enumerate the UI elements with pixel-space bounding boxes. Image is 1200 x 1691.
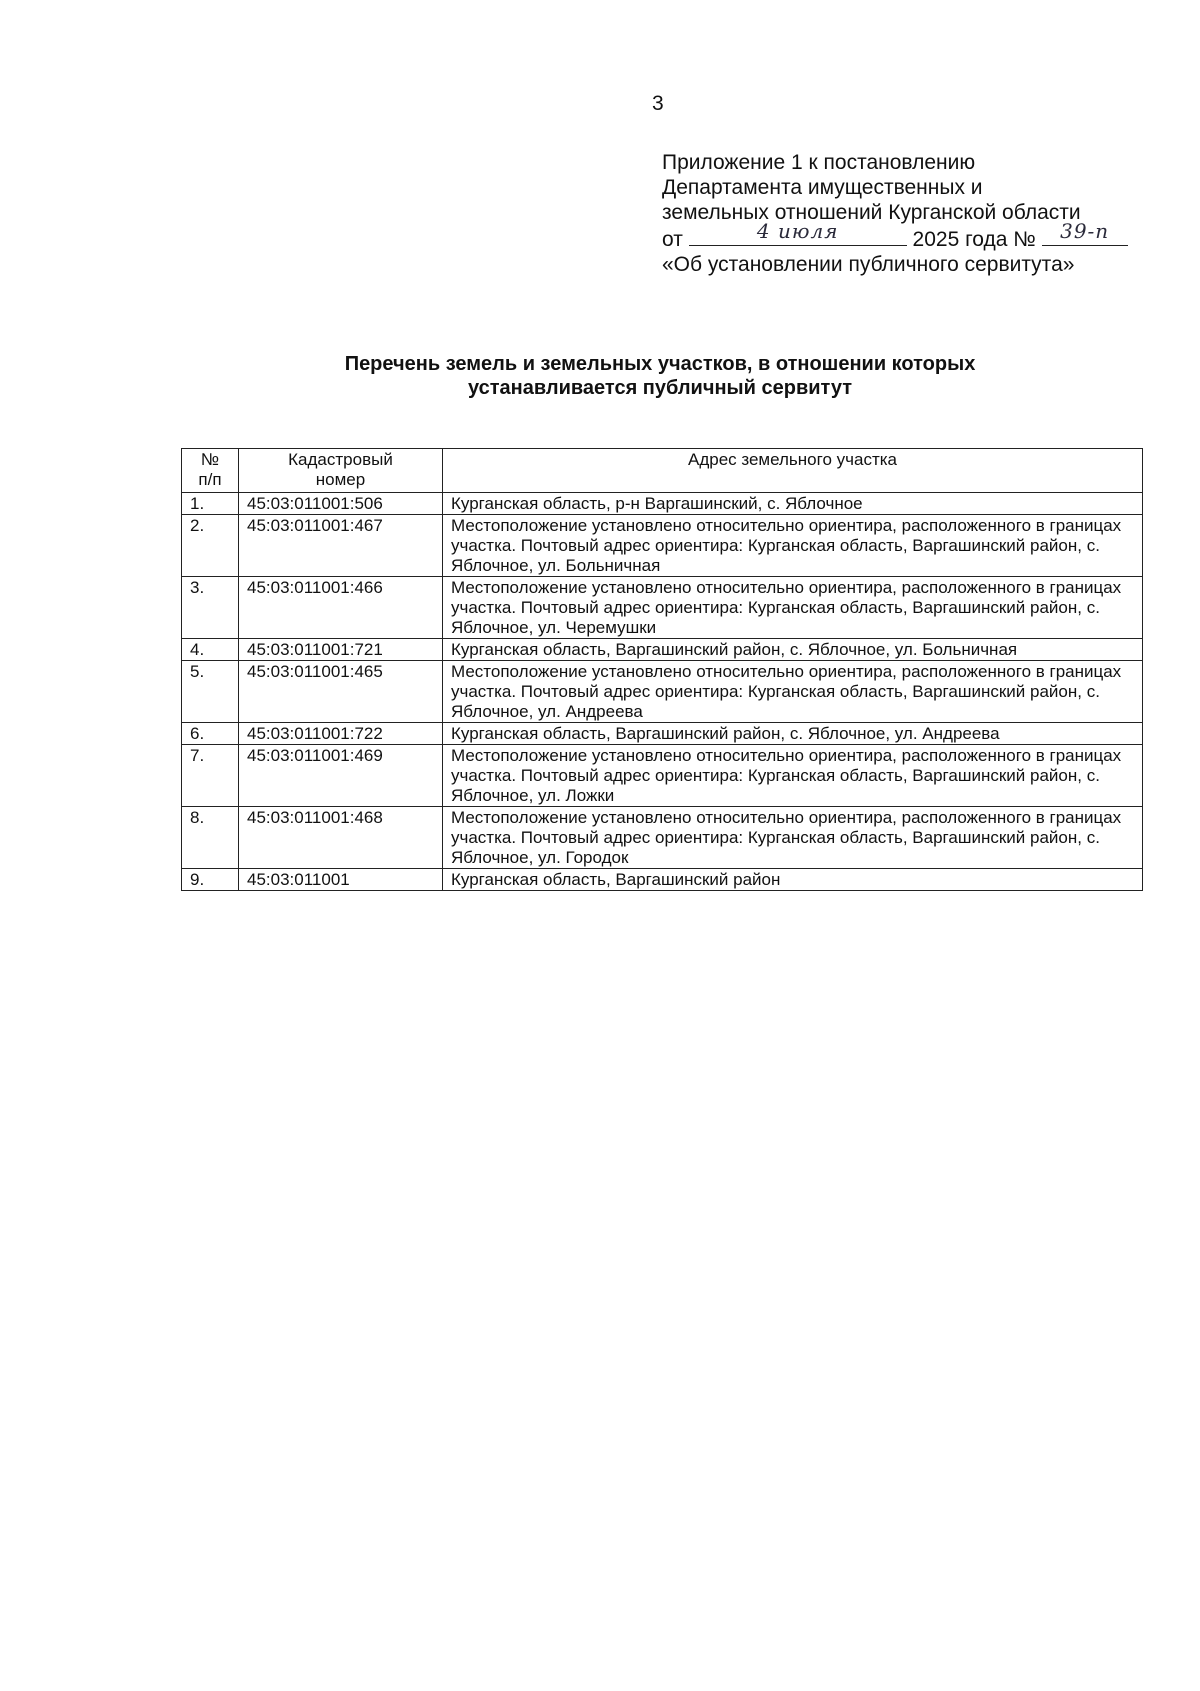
header-cadastral-line-2: номер bbox=[315, 470, 366, 489]
date-prefix: от bbox=[662, 228, 683, 251]
row-cadastral: 45:03:011001:467 bbox=[239, 515, 443, 577]
appendix-date-line bbox=[662, 219, 1128, 252]
row-address: Курганская область, Варгашинский район, с. Яблочное, ул. Андреева bbox=[443, 723, 1143, 745]
document-title bbox=[200, 352, 1120, 400]
table-row bbox=[182, 745, 1143, 807]
row-cadastral: 45:03:011001:466 bbox=[239, 577, 443, 639]
row-address: Местоположение установлено относительно ориентира, расположенного в границах участка. Почтовый адрес ориентира: Курганская область, Варгашинский район, с. Яблочное, ул. Больничная bbox=[443, 515, 1143, 577]
table-row bbox=[182, 577, 1143, 639]
header-num-line-1: № bbox=[200, 450, 220, 469]
table-header-row bbox=[182, 449, 1143, 493]
row-cadastral: 45:03:011001:465 bbox=[239, 661, 443, 723]
table-row bbox=[182, 493, 1143, 515]
year-text: 2025 года № bbox=[912, 228, 1036, 251]
row-address: Местоположение установлено относительно ориентира, расположенного в границах участка. Почтовый адрес ориентира: Курганская область, Варгашинский район, с. Яблочное, ул. Черемушки bbox=[443, 577, 1143, 639]
row-num: 2. bbox=[182, 515, 239, 577]
number-fill-line bbox=[1042, 219, 1128, 246]
row-num: 1. bbox=[182, 493, 239, 515]
header-cadastral bbox=[239, 449, 443, 493]
handwritten-date: 4 июля bbox=[756, 219, 839, 243]
row-address: Местоположение установлено относительно ориентира, расположенного в границах участка. Почтовый адрес ориентира: Курганская область, Варгашинский район, с. Яблочное, ул. Андреева bbox=[443, 661, 1143, 723]
appendix-line-1: Приложение 1 к постановлению bbox=[662, 151, 976, 174]
table-row bbox=[182, 723, 1143, 745]
row-cadastral: 45:03:011001 bbox=[239, 869, 443, 891]
appendix-header bbox=[662, 150, 1128, 277]
row-cadastral: 45:03:011001:722 bbox=[239, 723, 443, 745]
date-fill-line bbox=[689, 219, 907, 246]
row-cadastral: 45:03:011001:506 bbox=[239, 493, 443, 515]
table-row bbox=[182, 639, 1143, 661]
land-plots-table bbox=[181, 448, 1143, 891]
row-address: Местоположение установлено относительно ориентира, расположенного в границах участка. Почтовый адрес ориентира: Курганская область, Варгашинский район, с. Яблочное, ул. Городок bbox=[443, 807, 1143, 869]
header-num-line-2: п/п bbox=[198, 470, 222, 489]
appendix-line-2: Департамента имущественных и bbox=[662, 176, 983, 199]
row-num: 4. bbox=[182, 639, 239, 661]
appendix-line-5: «Об установлении публичного сервитута» bbox=[662, 253, 1075, 276]
row-cadastral: 45:03:011001:469 bbox=[239, 745, 443, 807]
handwritten-number: 39-п bbox=[1060, 219, 1110, 243]
row-cadastral: 45:03:011001:468 bbox=[239, 807, 443, 869]
appendix-line-3: земельных отношений Курганской области bbox=[662, 201, 1081, 224]
row-num: 7. bbox=[182, 745, 239, 807]
row-address: Курганская область, Варгашинский район bbox=[443, 869, 1143, 891]
header-address: Адрес земельного участка bbox=[443, 449, 1143, 493]
header-cadastral-line-1: Кадастровый bbox=[288, 450, 393, 469]
table-row bbox=[182, 515, 1143, 577]
table-row bbox=[182, 869, 1143, 891]
row-num: 3. bbox=[182, 577, 239, 639]
row-address: Курганская область, Варгашинский район, с. Яблочное, ул. Больничная bbox=[443, 639, 1143, 661]
header-num bbox=[182, 449, 239, 493]
title-line-1: Перечень земель и земельных участков, в отношении которых bbox=[344, 353, 976, 375]
row-cadastral: 45:03:011001:721 bbox=[239, 639, 443, 661]
table-row bbox=[182, 807, 1143, 869]
row-num: 8. bbox=[182, 807, 239, 869]
row-num: 9. bbox=[182, 869, 239, 891]
row-num: 5. bbox=[182, 661, 239, 723]
row-address: Курганская область, р-н Варгашинский, с. Яблочное bbox=[443, 493, 1143, 515]
row-address: Местоположение установлено относительно ориентира, расположенного в границах участка. Почтовый адрес ориентира: Курганская область, Варгашинский район, с. Яблочное, ул. Ложки bbox=[443, 745, 1143, 807]
table-row bbox=[182, 661, 1143, 723]
title-line-2: устанавливается публичный сервитут bbox=[468, 377, 852, 399]
page-number: 3 bbox=[652, 92, 664, 115]
row-num: 6. bbox=[182, 723, 239, 745]
